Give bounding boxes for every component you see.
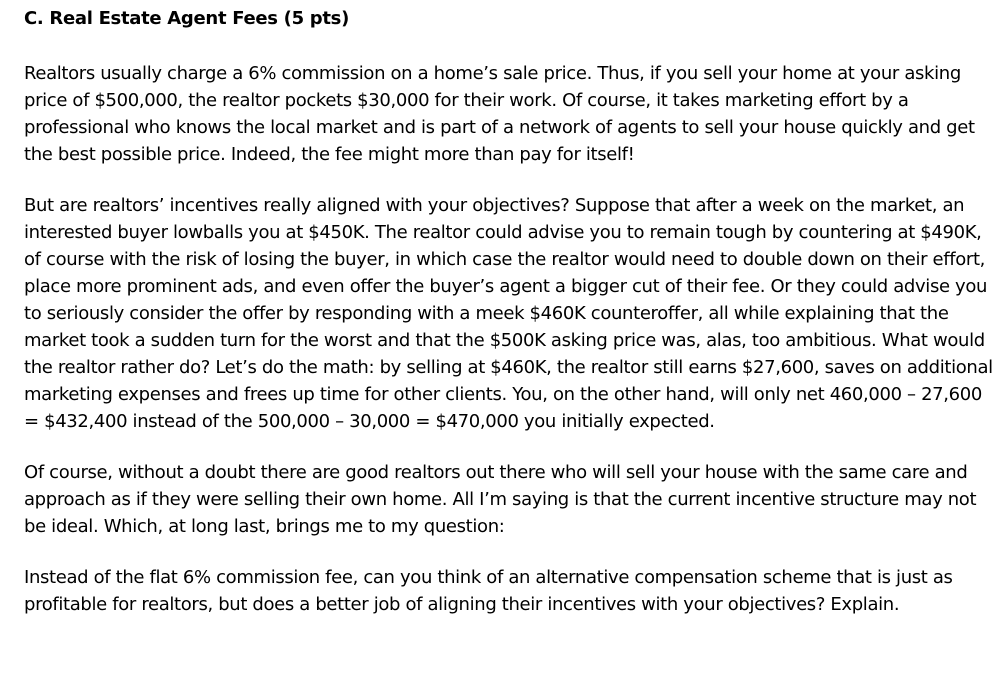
paragraph-incentives-example: But are realtors’ incentives really aligned with your objectives? Suppose that after a week on the market, an interested buyer lowballs you at $450K. The realtor could advise you to remain tough by countering at $490K, of course with the risk of losing the buyer, in which case the realtor would need to double down on their effort, place more prominent ads, and even offer the buyer’s agent a bigger cut of their fee. Or they could advise you to seriously consider the offer by responding with a meek $460K counteroffer, all while explaining that the market took a sudden turn for the worst and that the $500K asking price was, alas, too ambitious. What would the realtor rather do? Let’s do the math: by selling at $460K, the realtor still earns $27,600, saves on additional marketing expenses and frees up time for other clients. You, on the other hand, will only net 460,000 – 27,600 = $432,400 instead of the 500,000 – 30,000 = $470,000 you initially expected. [24, 195, 993, 432]
document-body [24, 8, 999, 618]
section-heading: C. Real Estate Agent Fees (5 pts) [24, 8, 350, 29]
paragraph-question: Instead of the flat 6% commission fee, can you think of an alternative compensation scheme that is just as profitable for realtors, but does a better job of aligning their incentives with your objectives? Explain. [24, 567, 953, 615]
paragraph-commission-intro: Realtors usually charge a 6% commission on a home’s sale price. Thus, if you sell your home at your asking price of $500,000, the realtor pockets $30,000 for their work. Of course, it takes marketing effort by a professional who knows the local market and is part of a network of agents to sell your house quickly and get the best possible price. Indeed, the fee might more than pay for itself! [24, 63, 975, 165]
paragraph-good-realtors: Of course, without a doubt there are good realtors out there who will sell your house with the same care and approach as if they were selling their own home. All I’m saying is that the current incentive structure may not be ideal. Which, at long last, brings me to my question: [24, 462, 977, 537]
